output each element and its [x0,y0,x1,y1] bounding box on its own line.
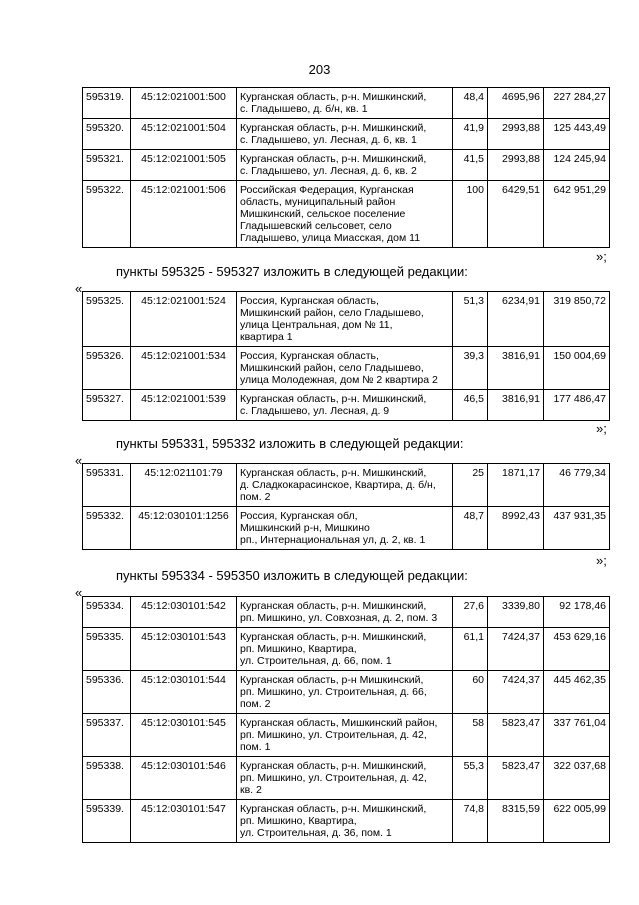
row-number-cell: 595327. [83,390,131,421]
area-cell: 46,5 [453,390,488,421]
cadastral-number-cell: 45:12:030101:544 [131,671,237,714]
specific-value-cell: 3816,91 [488,390,544,421]
address-line: с. Гладышево, ул. Лесная, д. 6, кв. 1 [240,134,417,146]
table-row [83,628,610,671]
table-row [83,347,610,390]
address-line: пом. 2 [240,491,271,503]
address-cell [237,292,453,347]
table-row [83,119,610,150]
address-line: Россия, Курганская область, [240,350,379,362]
table-row [83,757,610,800]
cadastral-number-cell: 45:12:021001:505 [131,150,237,181]
open-quote: « [75,453,83,468]
open-quote: « [75,281,83,296]
table-row [83,507,610,550]
address-line: ул. Строительная, д. 36, пом. 1 [240,827,392,839]
address-line: Мишкинский район, село Гладышево, [240,362,424,374]
area-cell: 60 [453,671,488,714]
cadastral-number-cell: 45:12:030101:543 [131,628,237,671]
address-line: Гладышевский сельсовет, село [240,220,392,232]
address-line: рп., Интернациональная ул, д. 2, кв. 1 [240,534,426,546]
cadastral-value-cell: 124 245,94 [544,150,610,181]
cadastral-number-cell: 45:12:030101:547 [131,800,237,843]
address-line: д. Сладкокарасинское, Квартира, д. б/н, [240,479,436,491]
specific-value-cell: 6429,51 [488,181,544,248]
amendment-paragraph: пункты 595334 - 595350 изложить в следующей редакции: [116,568,468,583]
registry-table-1 [82,87,610,248]
cadastral-value-cell: 92 178,46 [544,597,610,628]
area-cell: 48,7 [453,507,488,550]
row-number-cell: 595339. [83,800,131,843]
cadastral-number-cell: 45:12:030101:545 [131,714,237,757]
specific-value-cell: 1871,17 [488,464,544,507]
area-cell: 39,3 [453,347,488,390]
table-row [83,150,610,181]
table-row [83,390,610,421]
address-line: Россия, Курганская область, [240,295,379,307]
registry-table-3 [82,463,610,550]
area-cell: 61,1 [453,628,488,671]
address-line: улица Молодежная, дом № 2 квартира 2 [240,374,438,386]
row-number-cell: 595334. [83,597,131,628]
address-line: рп. Мишкино, Квартира, [240,815,357,827]
address-cell [237,119,453,150]
specific-value-cell: 6234,91 [488,292,544,347]
address-cell [237,714,453,757]
table-row [83,292,610,347]
area-cell: 48,4 [453,88,488,119]
address-line: Российская Федерация, Курганская [240,184,414,196]
address-cell [237,150,453,181]
address-line: Гладышево, улица Миасская, дом 11 [240,232,421,244]
row-number-cell: 595338. [83,757,131,800]
address-cell [237,507,453,550]
address-cell [237,628,453,671]
address-line: рп. Мишкино, Квартира, [240,643,357,655]
specific-value-cell: 5823,47 [488,714,544,757]
address-line: область, муниципальный район [240,196,396,208]
address-line: Курганская область, р-н. Мишкинский, [240,631,427,643]
address-line: рп. Мишкино, ул. Строительная, д. 42, [240,729,427,741]
address-cell [237,464,453,507]
cadastral-value-cell: 642 951,29 [544,181,610,248]
row-number-cell: 595331. [83,464,131,507]
specific-value-cell: 4695,96 [488,88,544,119]
cadastral-value-cell: 322 037,68 [544,757,610,800]
specific-value-cell: 8992,43 [488,507,544,550]
registry-table-2 [82,291,610,421]
registry-table-4 [82,596,610,843]
table-row [83,88,610,119]
address-cell [237,181,453,248]
area-cell: 25 [453,464,488,507]
specific-value-cell: 2993,88 [488,150,544,181]
address-line: Курганская область, р-н. Мишкинский, [240,467,427,479]
close-quote: »; [596,249,607,264]
close-quote: »; [596,421,607,436]
cadastral-number-cell: 45:12:021001:504 [131,119,237,150]
address-line: с. Гладышево, ул. Лесная, д. 6, кв. 2 [240,165,417,177]
address-line: улица Центральная, дом № 11, [240,319,393,331]
close-quote: »; [596,553,607,568]
address-line: с. Гладышево, д. б/н, кв. 1 [240,103,368,115]
row-number-cell: 595319. [83,88,131,119]
row-number-cell: 595322. [83,181,131,248]
row-number-cell: 595336. [83,671,131,714]
cadastral-number-cell: 45:12:021001:500 [131,88,237,119]
cadastral-value-cell: 150 004,69 [544,347,610,390]
cadastral-value-cell: 622 005,99 [544,800,610,843]
area-cell: 41,9 [453,119,488,150]
address-line: Курганская область, р-н. Мишкинский, [240,600,427,612]
table-row [83,181,610,248]
row-number-cell: 595335. [83,628,131,671]
address-line: пом. 1 [240,741,271,753]
address-cell [237,347,453,390]
page-number: 203 [308,62,331,77]
cadastral-value-cell: 319 850,72 [544,292,610,347]
cadastral-number-cell: 45:12:021101:79 [131,464,237,507]
area-cell: 100 [453,181,488,248]
table-row [83,671,610,714]
address-line: Курганская область, Мишкинский район, [240,717,438,729]
table-row [83,464,610,507]
specific-value-cell: 7424,37 [488,628,544,671]
address-cell [237,757,453,800]
cadastral-value-cell: 437 931,35 [544,507,610,550]
area-cell: 55,3 [453,757,488,800]
table-row [83,800,610,843]
cadastral-value-cell: 453 629,16 [544,628,610,671]
amendment-paragraph: пункты 595325 - 595327 изложить в следующей редакции: [116,264,468,279]
specific-value-cell: 7424,37 [488,671,544,714]
cadastral-number-cell: 45:12:021001:506 [131,181,237,248]
area-cell: 58 [453,714,488,757]
cadastral-number-cell: 45:12:030101:542 [131,597,237,628]
amendment-paragraph: пункты 595331, 595332 изложить в следующей редакции: [116,436,464,451]
address-line: Курганская область, р-н Мишкинский, [240,674,424,686]
address-line: рп. Мишкино, ул. Совхозная, д. 2, пом. 3 [240,612,438,624]
address-cell [237,800,453,843]
table-row [83,597,610,628]
specific-value-cell: 3816,91 [488,347,544,390]
cadastral-value-cell: 125 443,49 [544,119,610,150]
cadastral-number-cell: 45:12:030101:546 [131,757,237,800]
address-line: Курганская область, р-н. Мишкинский, [240,153,427,165]
cadastral-number-cell: 45:12:021001:524 [131,292,237,347]
cadastral-number-cell: 45:12:021001:539 [131,390,237,421]
table-row [83,714,610,757]
address-line: Курганская область, р-н. Мишкинский, [240,91,427,103]
address-line: Мишкинский район, село Гладышево, [240,307,424,319]
address-line: Курганская область, р-н. Мишкинский, [240,803,427,815]
cadastral-value-cell: 337 761,04 [544,714,610,757]
row-number-cell: 595326. [83,347,131,390]
address-line: ул. Строительная, д. 66, пом. 1 [240,655,392,667]
row-number-cell: 595325. [83,292,131,347]
address-line: Курганская область, р-н. Мишкинский, [240,760,427,772]
specific-value-cell: 5823,47 [488,757,544,800]
area-cell: 51,3 [453,292,488,347]
address-line: рп. Мишкино, ул. Строительная, д. 42, [240,772,427,784]
cadastral-number-cell: 45:12:021001:534 [131,347,237,390]
row-number-cell: 595332. [83,507,131,550]
address-cell [237,597,453,628]
address-line: Курганская область, р-н. Мишкинский, [240,122,427,134]
address-line: Курганская область, р-н. Мишкинский, [240,393,427,405]
row-number-cell: 595320. [83,119,131,150]
cadastral-value-cell: 227 284,27 [544,88,610,119]
address-cell [237,88,453,119]
address-line: Мишкинский р-н, Мишкино [240,522,370,534]
address-line: Мишкинский, сельское поселение [240,208,406,220]
address-line: пом. 2 [240,698,271,710]
address-line: рп. Мишкино, ул. Строительная, д. 66, [240,686,427,698]
address-line: квартира 1 [240,331,293,343]
cadastral-value-cell: 445 462,35 [544,671,610,714]
row-number-cell: 595337. [83,714,131,757]
specific-value-cell: 2993,88 [488,119,544,150]
cadastral-value-cell: 177 486,47 [544,390,610,421]
specific-value-cell: 3339,80 [488,597,544,628]
specific-value-cell: 8315,59 [488,800,544,843]
open-quote: « [75,585,83,600]
row-number-cell: 595321. [83,150,131,181]
cadastral-value-cell: 46 779,34 [544,464,610,507]
address-line: Россия, Курганская обл, [240,510,358,522]
address-cell [237,390,453,421]
address-cell [237,671,453,714]
area-cell: 41,5 [453,150,488,181]
cadastral-number-cell: 45:12:030101:1256 [131,507,237,550]
address-line: кв. 2 [240,784,262,796]
area-cell: 27,6 [453,597,488,628]
area-cell: 74,8 [453,800,488,843]
address-line: с. Гладышево, ул. Лесная, д. 9 [240,405,390,417]
